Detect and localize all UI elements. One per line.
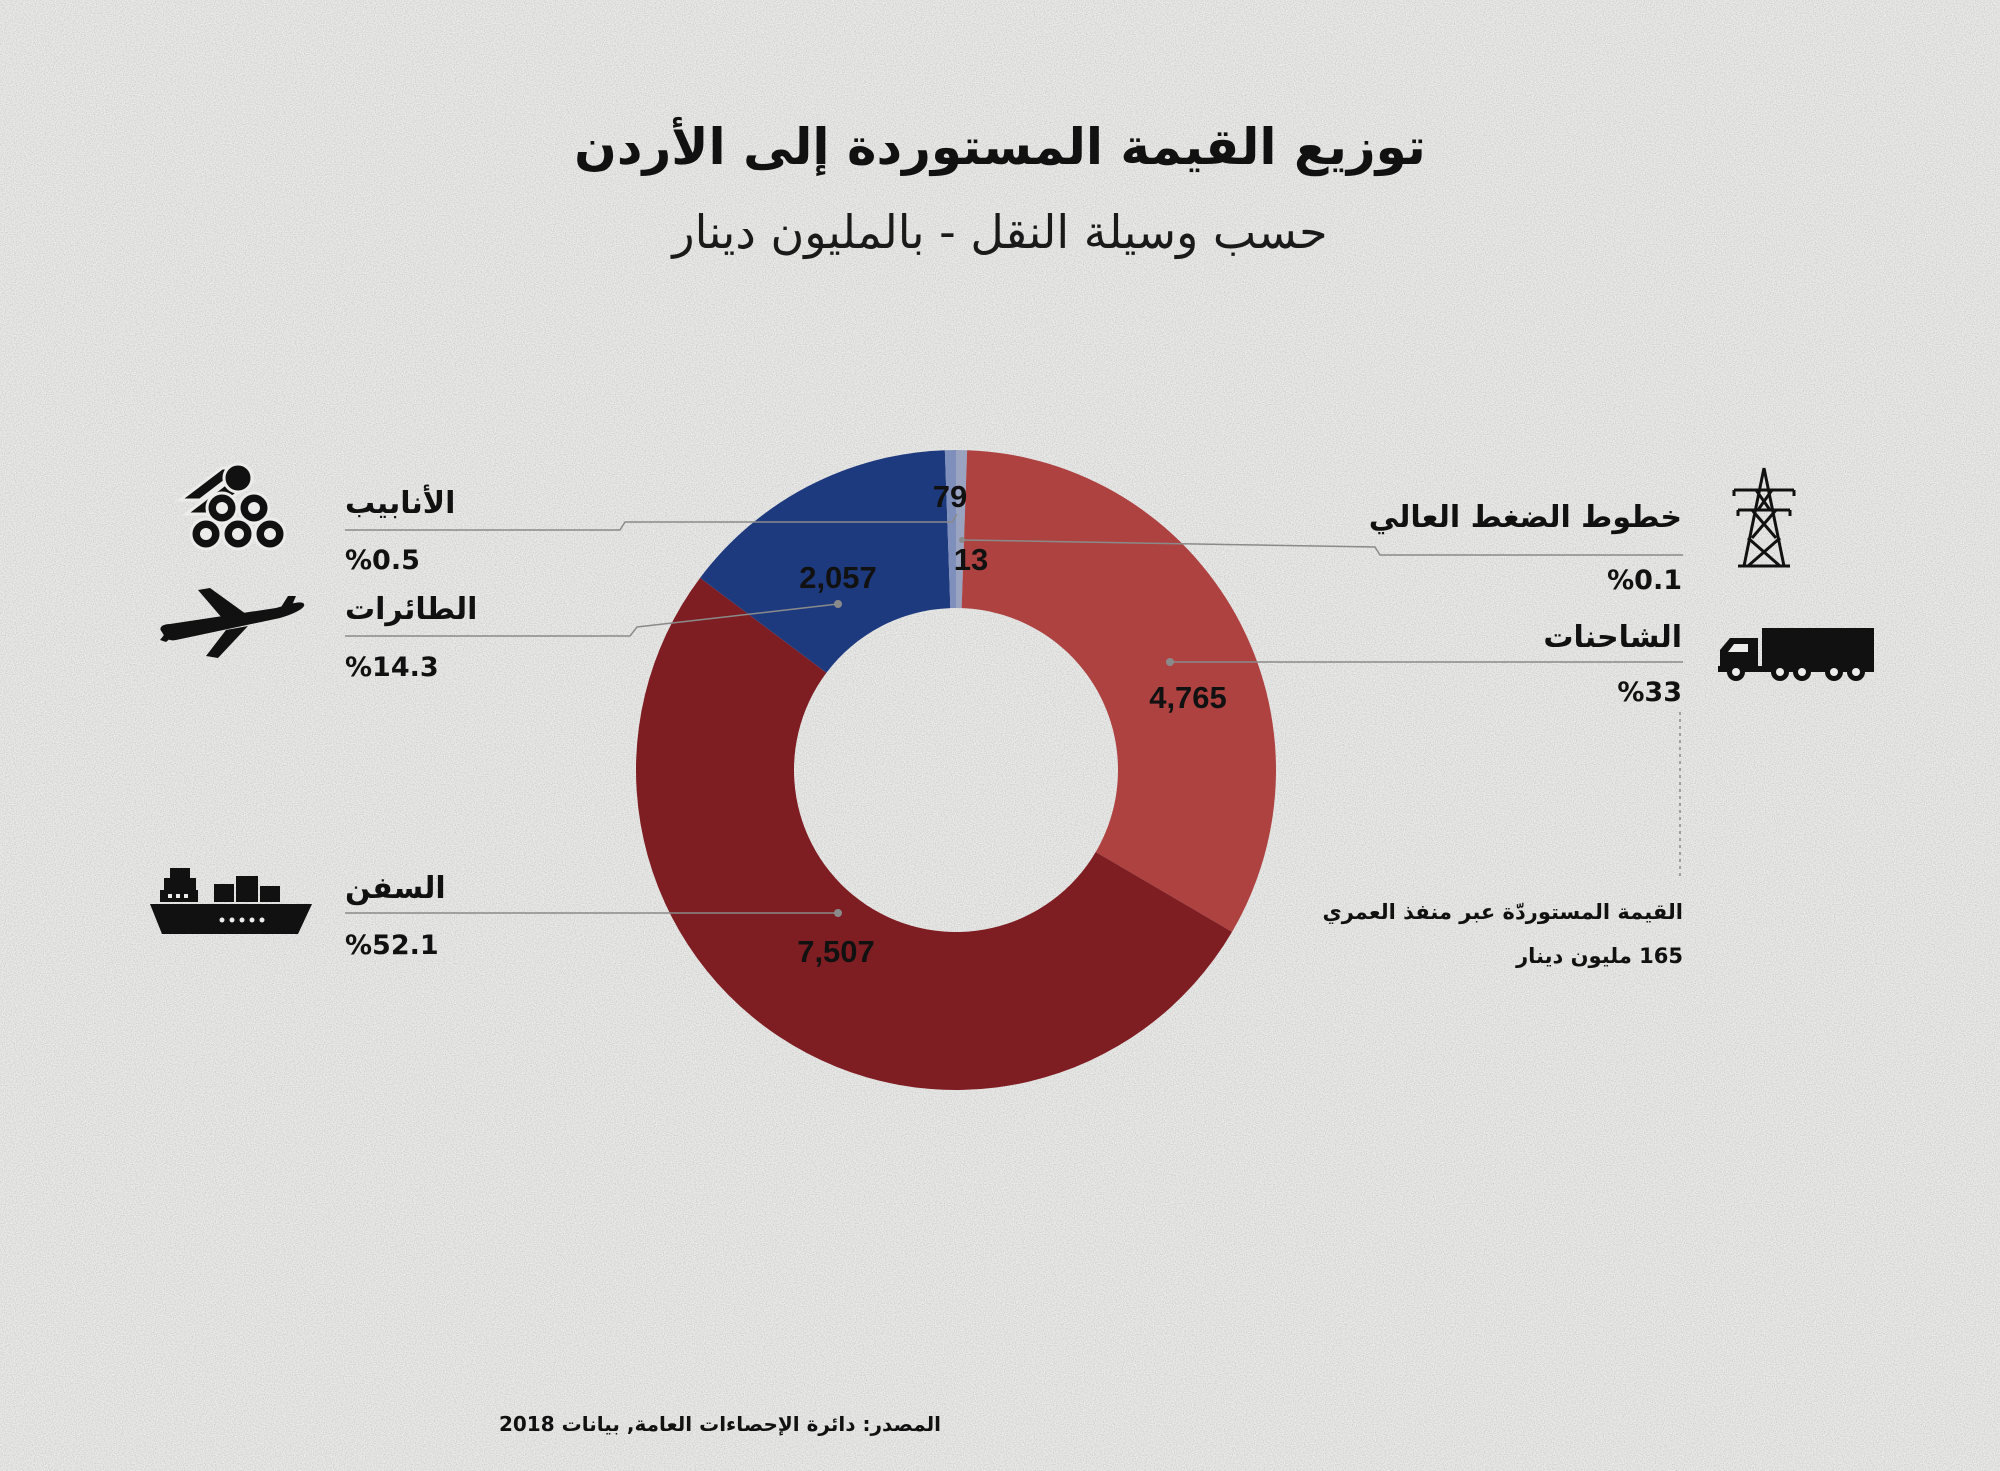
source-note: المصدر: دائرة الإحصاءات العامة, بيانات 2018 [498, 1412, 942, 1436]
value-label-pipelines: 79 [932, 479, 968, 514]
pct-pipelines: %0.5 [345, 545, 420, 576]
value-label-ships: 7,507 [797, 934, 875, 969]
leader-dot-planes [834, 600, 842, 608]
pct-planes: %14.3 [345, 652, 439, 683]
value-label-planes: 2,057 [799, 560, 877, 595]
slice-trucks [962, 450, 1276, 932]
power-tower-icon [1730, 466, 1798, 568]
value-label-power-lines: 13 [953, 542, 989, 577]
label-trucks: الشاحنات [1543, 620, 1682, 655]
label-ships: السفن [345, 871, 446, 906]
leader-dot-trucks [1166, 658, 1174, 666]
chart-subtitle: حسب وسيلة النقل - بالمليون دينار [672, 205, 1328, 259]
airplane-icon [156, 586, 306, 658]
chart-title: توزيع القيمة المستوردة إلى الأردن [574, 118, 1426, 176]
truck-icon [1718, 626, 1874, 682]
omari-note-line1: القيمة المستوردّة عبر منفذ العمري [1322, 900, 1683, 924]
label-planes: الطائرات [345, 592, 478, 627]
value-label-trucks: 4,765 [1149, 680, 1227, 715]
pct-trucks: %33 [1617, 677, 1682, 708]
omari-note-line2: 165 مليون دينار [1516, 944, 1683, 968]
label-power-lines: خطوط الضغط العالي [1368, 500, 1682, 535]
pct-ships: %52.1 [345, 930, 439, 961]
cargo-ship-icon [150, 862, 312, 938]
pct-power-lines: %0.1 [1607, 565, 1682, 596]
label-pipelines: الأنابيب [345, 486, 456, 521]
leader-dot-ships [834, 909, 842, 917]
pipes-icon [172, 460, 298, 552]
